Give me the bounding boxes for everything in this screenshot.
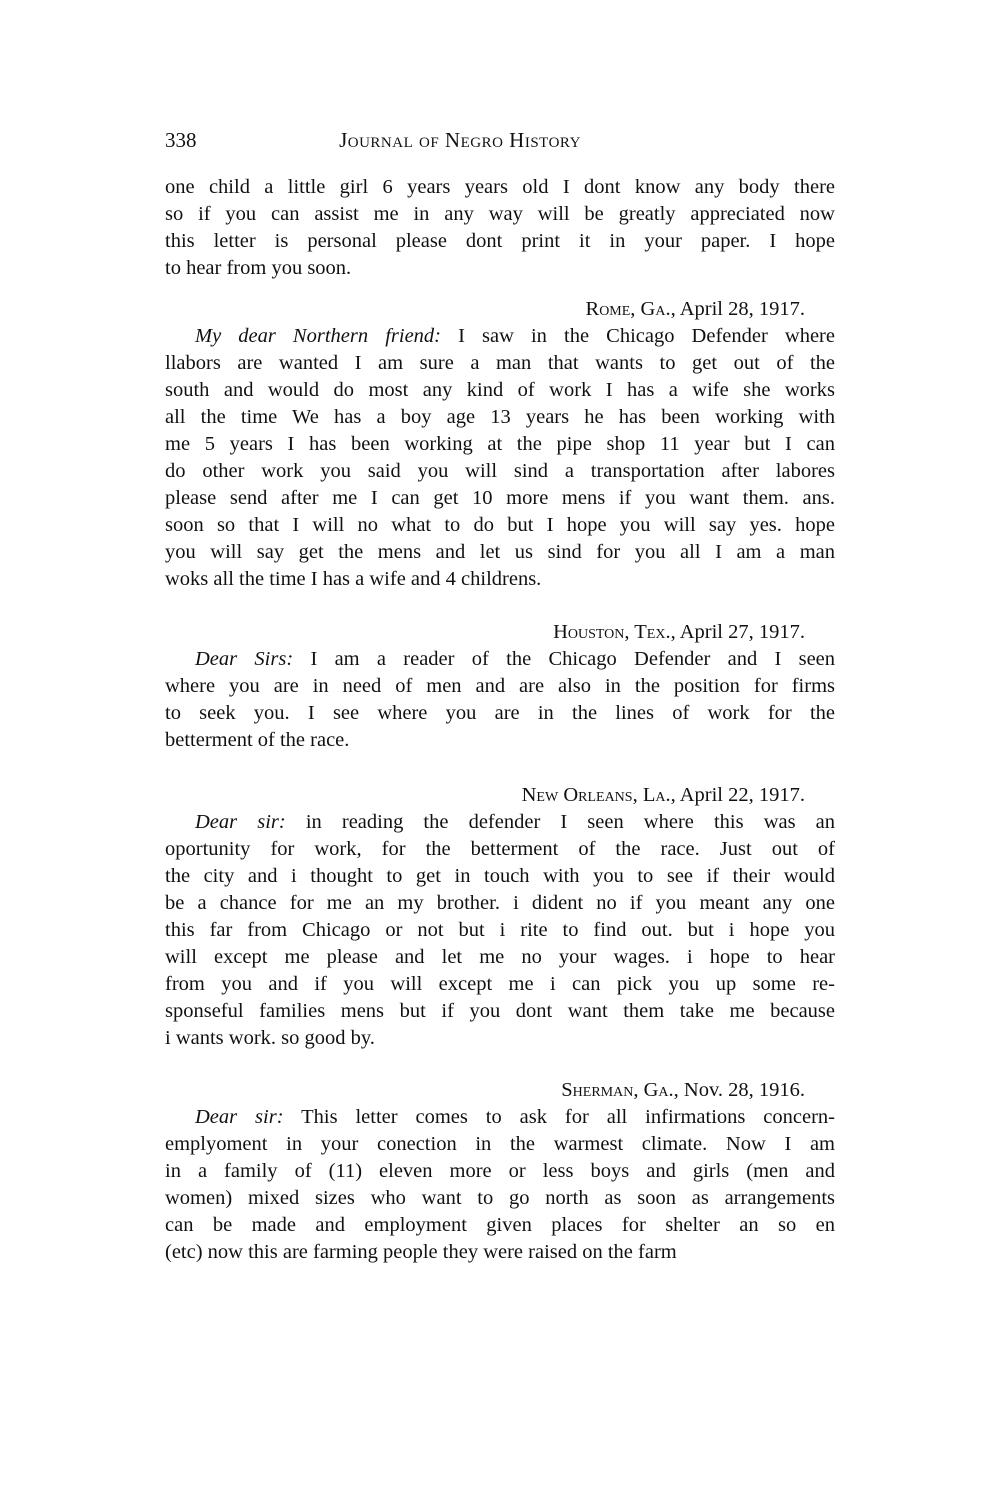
text-line: please send after me I can get 10 more mens if you want them. ans. [165, 487, 835, 509]
text-line: the city and i thought to get in touch with you to see if their would [165, 865, 835, 887]
dateline-place: Sherman, Ga., [561, 1079, 679, 1101]
text-line: (etc) now this are farming people they were raised on the farm [165, 1241, 677, 1263]
running-header-journal-title: Journal of Negro History [339, 128, 581, 152]
text-line: this letter is personal please dont print it in your paper. I hope [165, 230, 835, 252]
text-line: where you are in need of men and are also in the position for firms [165, 675, 835, 697]
text-line: emplyoment in your conection in the warmest climate. Now I am [165, 1133, 835, 1155]
line-text: I am a reader of the Chicago Defender and I seen [310, 648, 835, 670]
text-line [165, 646, 835, 673]
dateline-place: Rome, Ga., [585, 298, 676, 320]
line-text: in reading the defender I seen where this was an [305, 811, 835, 833]
dateline-date: Nov. 28, 1916. [683, 1079, 805, 1101]
dateline-place: New Orleans, La., [521, 784, 676, 806]
text-line: woks all the time I has a wife and 4 childrens. [165, 568, 542, 590]
dateline-date: April 27, 1917. [679, 621, 805, 643]
letter [165, 1077, 835, 1266]
text-line: me 5 years I has been working at the pipe shop 11 year but I can [165, 433, 835, 455]
line-text: I saw in the Chicago Defender where [458, 325, 835, 347]
text-line: south and would do most any kind of work I has a wife she works [165, 379, 835, 401]
dateline-date: April 22, 1917. [679, 784, 805, 806]
text-line: to seek you. I see where you are in the lines of work for the [165, 702, 835, 724]
text-line: can be made and employment given places for shelter an so en [165, 1214, 835, 1236]
letter-dateline [165, 1077, 835, 1104]
text-line: betterment of the race. [165, 729, 350, 751]
text-line: oportunity for work, for the betterment of the race. Just out of [165, 838, 835, 860]
letter-salutation: My dear Northern friend: [195, 325, 441, 347]
text-line: you will say get the mens and let us sind for you all I am a man [165, 541, 835, 563]
text-line: women) mixed sizes who want to go north as soon as arrangements [165, 1187, 835, 1209]
letter-salutation: Dear Sirs: [195, 648, 294, 670]
text-line [165, 323, 835, 350]
page-number: 338 [165, 128, 197, 152]
text-line: so if you can assist me in any way will be greatly appreciated now [165, 203, 835, 225]
text-line: do other work you said you will sind a transportation after labores [165, 460, 835, 482]
letter [165, 296, 835, 593]
text-line: be a chance for me an my brother. i dident no if you meant any one [165, 892, 835, 914]
text-line: in a family of (11) eleven more or less boys and girls (men and [165, 1160, 835, 1182]
letter-dateline [165, 782, 835, 809]
letter [165, 619, 835, 754]
text-line: to hear from you soon. [165, 257, 352, 279]
dateline-date: April 28, 1917. [679, 298, 805, 320]
text-line: one child a little girl 6 years years old I dont know any body there [165, 176, 835, 198]
text-line: from you and if you will except me i can pick you up some re- [165, 973, 835, 995]
text-line: sponseful families mens but if you dont want them take me because [165, 1000, 835, 1022]
text-line [165, 809, 835, 836]
text-line: llabors are wanted I am sure a man that wants to get out of the [165, 352, 835, 374]
text-line: will except me please and let me no your wages. i hope to hear [165, 946, 835, 968]
letter-salutation: Dear sir: [195, 811, 286, 833]
line-text: This letter comes to ask for all infirmations concern- [301, 1106, 835, 1128]
dateline-place: Houston, Tex., [553, 621, 676, 643]
text-line [165, 1104, 835, 1131]
letter-dateline [165, 296, 835, 323]
letter [165, 782, 835, 1052]
text-line: all the time We has a boy age 13 years he has been working with [165, 406, 835, 428]
text-line: i wants work. so good by. [165, 1027, 375, 1049]
text-line: soon so that I will no what to do but I hope you will say yes. hope [165, 514, 835, 536]
letter-salutation: Dear sir: [195, 1106, 284, 1128]
letter-continuation [165, 174, 835, 282]
text-line: this far from Chicago or not but i rite to find out. but i hope you [165, 919, 835, 941]
letter-dateline [165, 619, 835, 646]
